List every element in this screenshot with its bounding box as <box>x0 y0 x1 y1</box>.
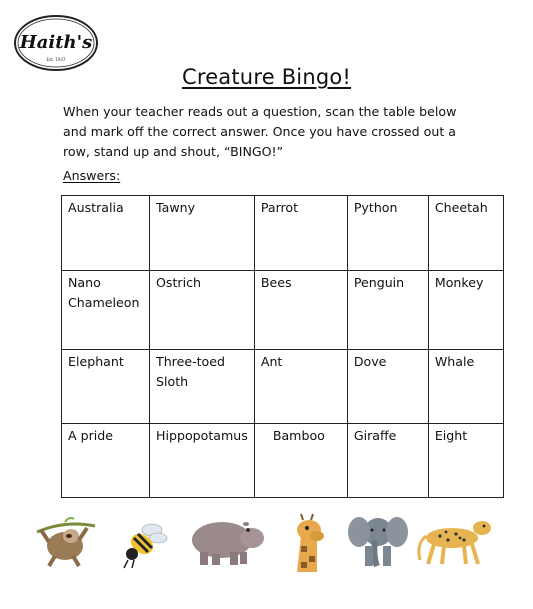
haiths-logo <box>13 14 99 72</box>
bingo-cell[interactable]: Dove <box>347 350 428 424</box>
animal-illustrations <box>0 500 533 580</box>
bingo-cell[interactable]: Australia <box>62 196 150 271</box>
bingo-cell[interactable]: A pride <box>62 424 150 498</box>
table-row <box>62 424 504 498</box>
table-row <box>62 350 504 424</box>
bingo-cell[interactable]: Elephant <box>62 350 150 424</box>
bingo-cell[interactable]: Eight <box>428 424 503 498</box>
page-title-text: Creature Bingo <box>181 65 343 89</box>
instructions-text: When your teacher reads out a question, scan the table below and mark off the correct answer. Once you have crossed out a row, stand up and shout, “BINGO!” <box>63 104 457 159</box>
bingo-cell[interactable]: Whale <box>428 350 503 424</box>
bingo-cell[interactable]: Three-toed Sloth <box>150 350 255 424</box>
table-row <box>62 271 504 350</box>
giraffe-icon <box>283 512 333 572</box>
bingo-cell[interactable]: Hippopotamus <box>150 424 255 498</box>
answers-label: Answers: <box>63 168 121 183</box>
cheetah-icon <box>416 516 496 568</box>
hippo-icon <box>188 514 266 569</box>
page-title <box>0 65 533 89</box>
bingo-grid <box>61 195 504 498</box>
bingo-cell[interactable]: Ant <box>254 350 347 424</box>
table-row <box>62 196 504 271</box>
page-title-mark: ! <box>342 65 352 89</box>
sloth-icon <box>35 512 97 570</box>
bingo-cell[interactable]: Bamboo <box>254 424 347 498</box>
bingo-cell[interactable]: Parrot <box>254 196 347 271</box>
bingo-cell[interactable]: Cheetah <box>428 196 503 271</box>
bingo-cell[interactable]: Python <box>347 196 428 271</box>
elephant-icon <box>347 510 409 572</box>
bingo-cell[interactable]: Bees <box>254 271 347 350</box>
logo-wordmark: Haith's <box>19 32 93 53</box>
bee-icon <box>120 514 170 569</box>
bingo-cell[interactable]: Giraffe <box>347 424 428 498</box>
logo-tagline: Est. 1937 <box>46 57 66 62</box>
bingo-cell[interactable]: Nano Chameleon <box>62 271 150 350</box>
bingo-cell[interactable]: Penguin <box>347 271 428 350</box>
bingo-cell[interactable]: Monkey <box>428 271 503 350</box>
bingo-cell[interactable]: Tawny <box>150 196 255 271</box>
bingo-cell[interactable]: Ostrich <box>150 271 255 350</box>
